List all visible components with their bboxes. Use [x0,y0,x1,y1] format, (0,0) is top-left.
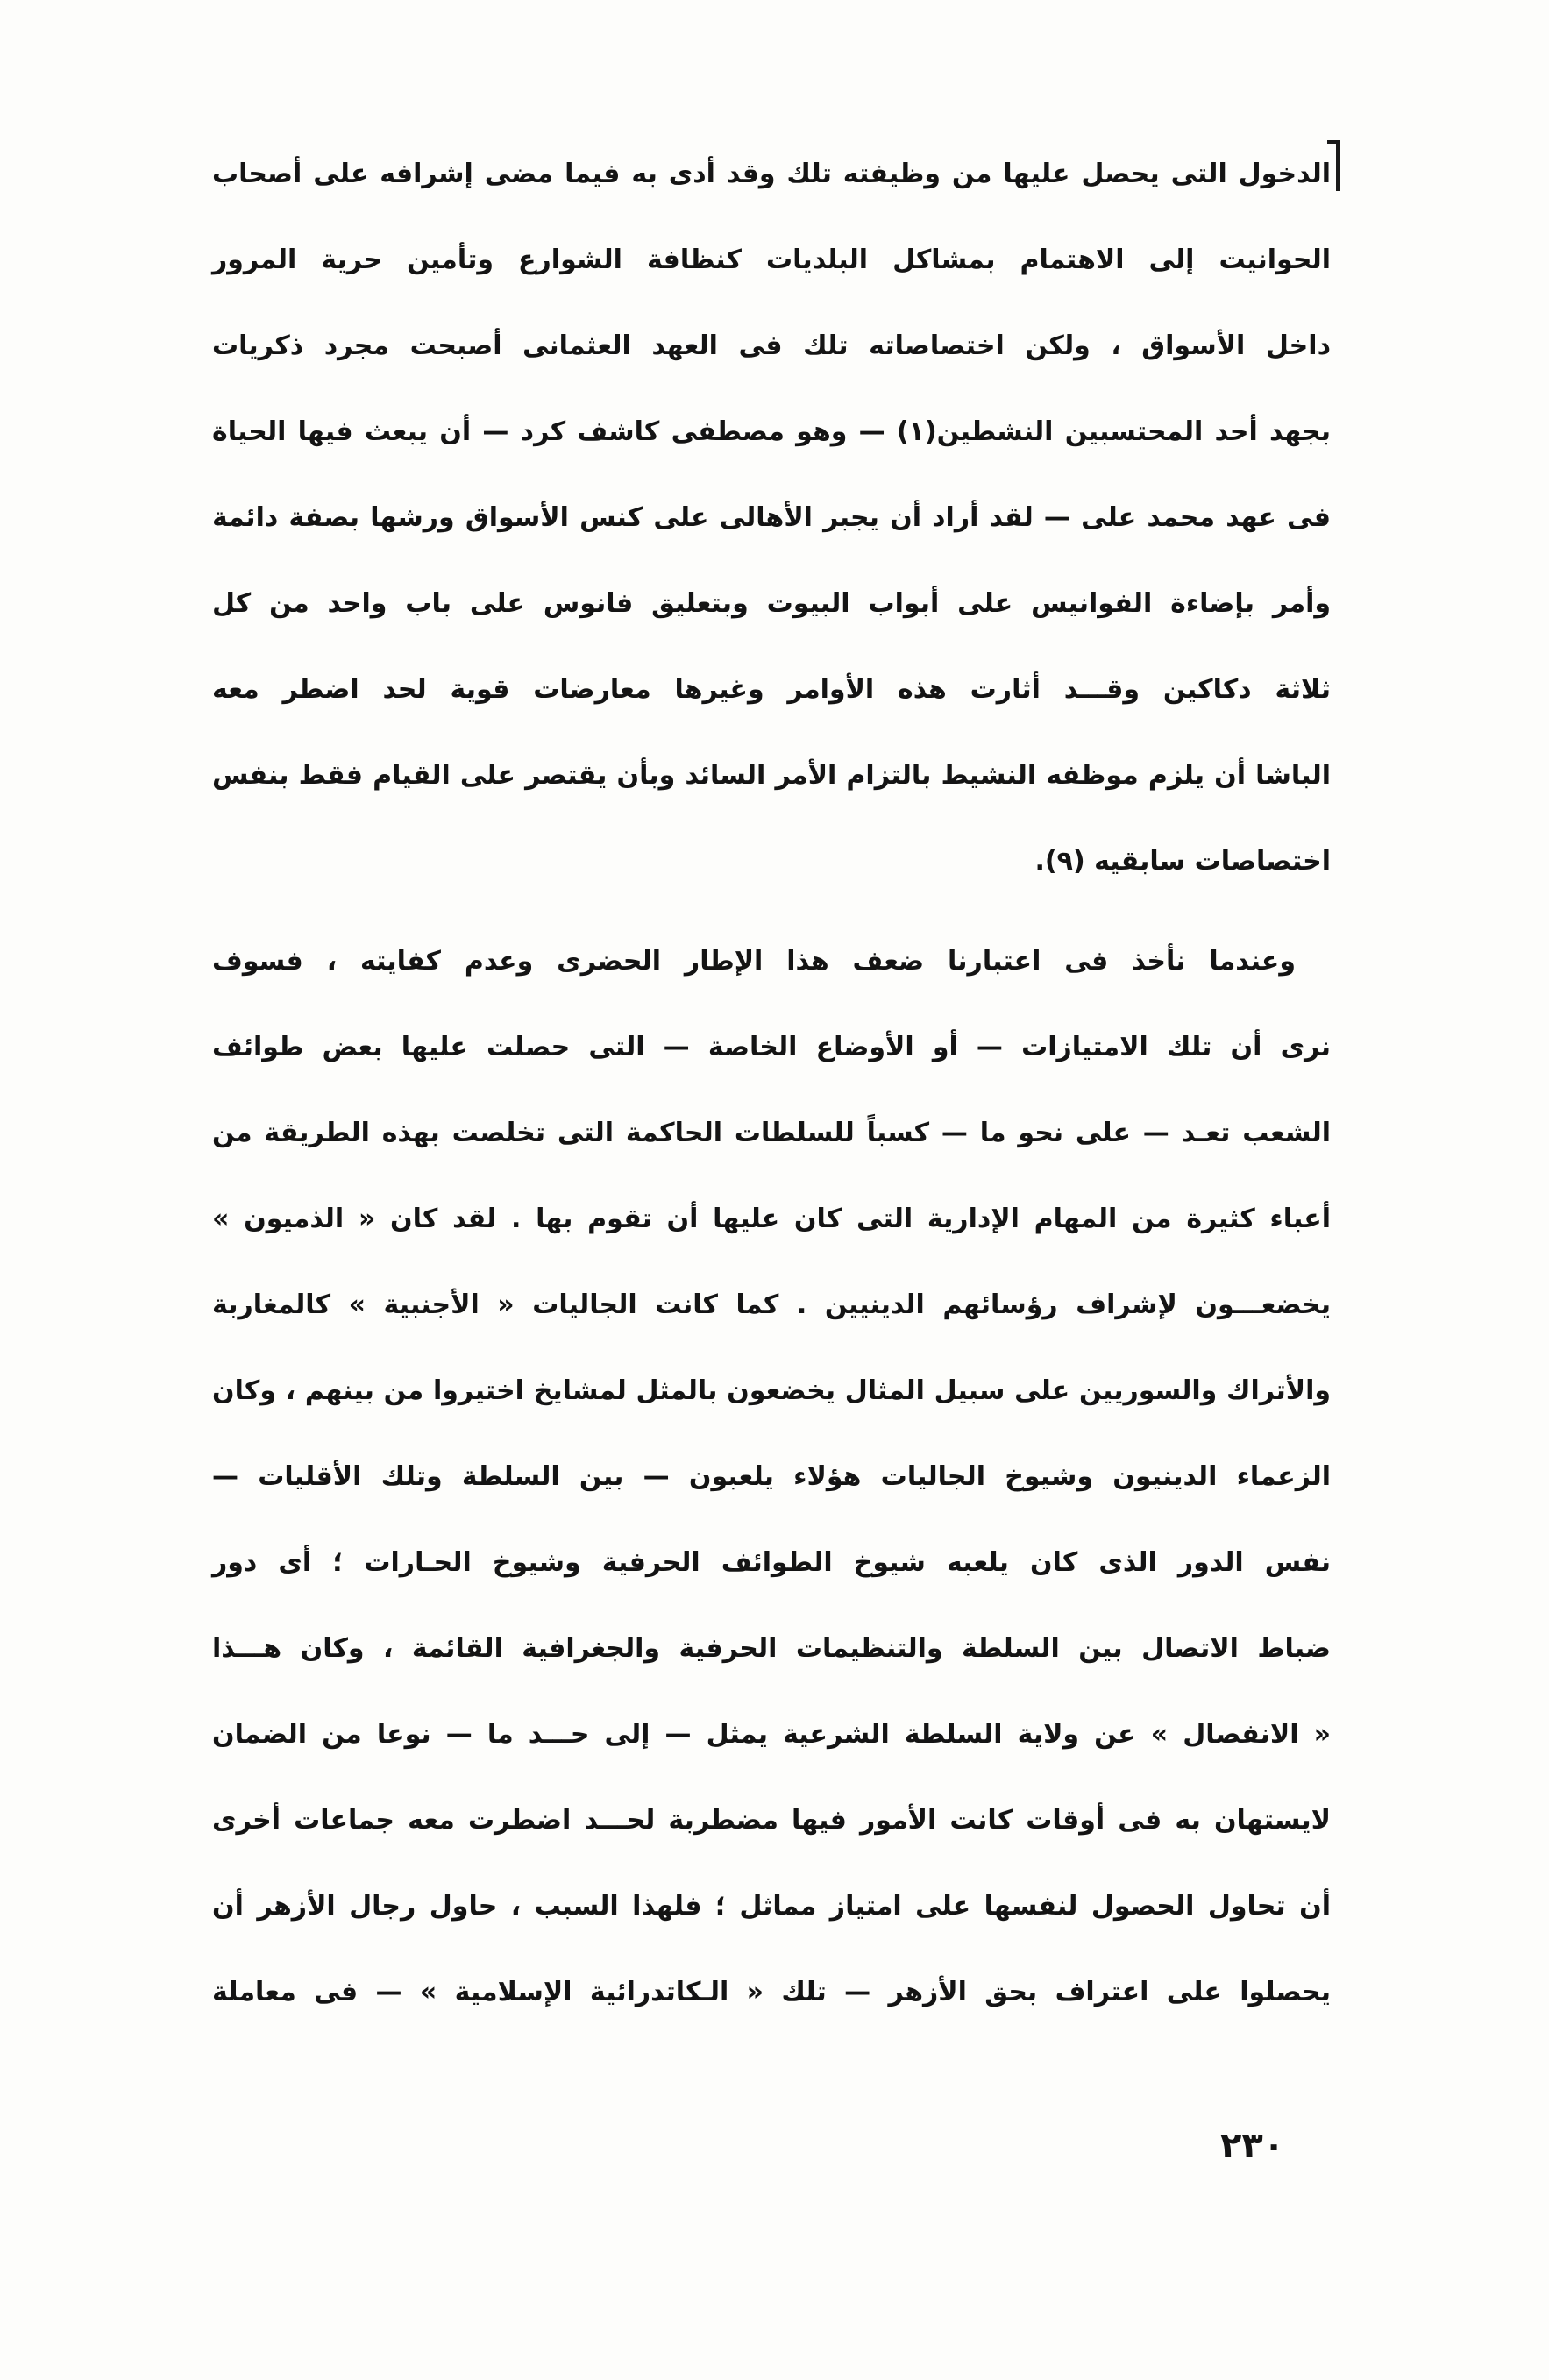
text-line: يخضعـــون لإشراف رؤسائهم الدينيين . كما كانت الجاليات « الأجنبية » كالمغاربة [212,1289,1331,1320]
text-line: « الانفصال » عن ولاية السلطة الشرعية يمثل — إلى حـــد ما — نوعا من الضمان [212,1719,1331,1750]
paragraph [212,131,1331,905]
text-line: الدخول التى يحصل عليها من وظيفته تلك وقد أدى به فيما مضى إشرافه على أصحاب [212,159,1331,189]
text-line: أن تحاول الحصول لنفسها على امتياز مماثل ؛ فلهذا السبب ، حاول رجال الأزهر أن [212,1891,1331,1922]
text-line: وعندما نأخذ فى اعتبارنا ضعف هذا الإطار الحضرى وعدم كفايته ، فسوف [212,946,1296,977]
text-line: لايستهان به فى أوقات كانت الأمور فيها مضطربة لحـــد اضطرت معه جماعات أخرى [212,1805,1331,1836]
text-line: وأمر بإضاءة الفوانيس على أبواب البيوت وبتعليق فانوس على باب واحد من كل [212,588,1331,619]
text-line: الزعماء الدينيون وشيوخ الجاليات هؤلاء يلعبون — بين السلطة وتلك الأقليات — [212,1461,1331,1492]
page-number: ٢٣٠ [1220,2126,1285,2166]
text-line: الحوانيت إلى الاهتمام بمشاكل البلديات كنظافة الشوارع وتأمين حرية المرور [212,245,1331,275]
text-line: يحصلوا على اعتراف بحق الأزهر — تلك « الـكاتدرائية الإسلامية » — فى معاملة [212,1977,1331,2007]
text-line: داخل الأسواق ، ولكن اختصاصاته تلك فى العهد العثمانى أصبحت مجرد ذكريات [212,330,1331,361]
text-line: ثلاثة دكاكين وقـــد أثارت هذه الأوامر وغيرها معارضات قوية لحد اضطر معه [212,674,1331,705]
text-line: فى عهد محمد على — لقد أراد أن يجبر الأهالى على كنس الأسواق ورشها بصفة دائمة [212,502,1331,533]
bracket-mark [1336,140,1340,191]
text-line: بجهد أحد المحتسبين النشطين(١) — وهو مصطفى كاشف كرد — أن يبعث فيها الحياة [212,416,1331,447]
text-line: أعباء كثيرة من المهام الإدارية التى كان عليها أن تقوم بها . لقد كان « الذميون » [212,1204,1331,1234]
paragraph [212,919,1331,2035]
text-line: ضباط الاتصال بين السلطة والتنظيمات الحرفية والجغرافية القائمة ، وكان هـــذا [212,1633,1331,1664]
text-line: الشعب تعـد — على نحو ما — كسباً للسلطات الحاكمة التى تخلصت بهذه الطريقة من [212,1118,1331,1148]
text-line: الباشا أن يلزم موظفه النشيط بالتزام الأمر السائد وبأن يقتصر على القيام فقط بنفس [212,760,1331,791]
text-line: والأتراك والسوريين على سبيل المثال يخضعون بالمثل لمشايخ اختيروا من بينهم ، وكان [212,1375,1331,1406]
text-block [212,131,1331,2035]
text-line: اختصاصات سابقيه (٩). [1034,846,1331,877]
text-line: نرى أن تلك الامتيازات — أو الأوضاع الخاصة — التى حصلت عليها بعض طوائف [212,1032,1331,1062]
text-line: نفس الدور الذى كان يلعبه شيوخ الطوائف الحرفية وشيوخ الحـارات ؛ أى دور [212,1547,1331,1578]
